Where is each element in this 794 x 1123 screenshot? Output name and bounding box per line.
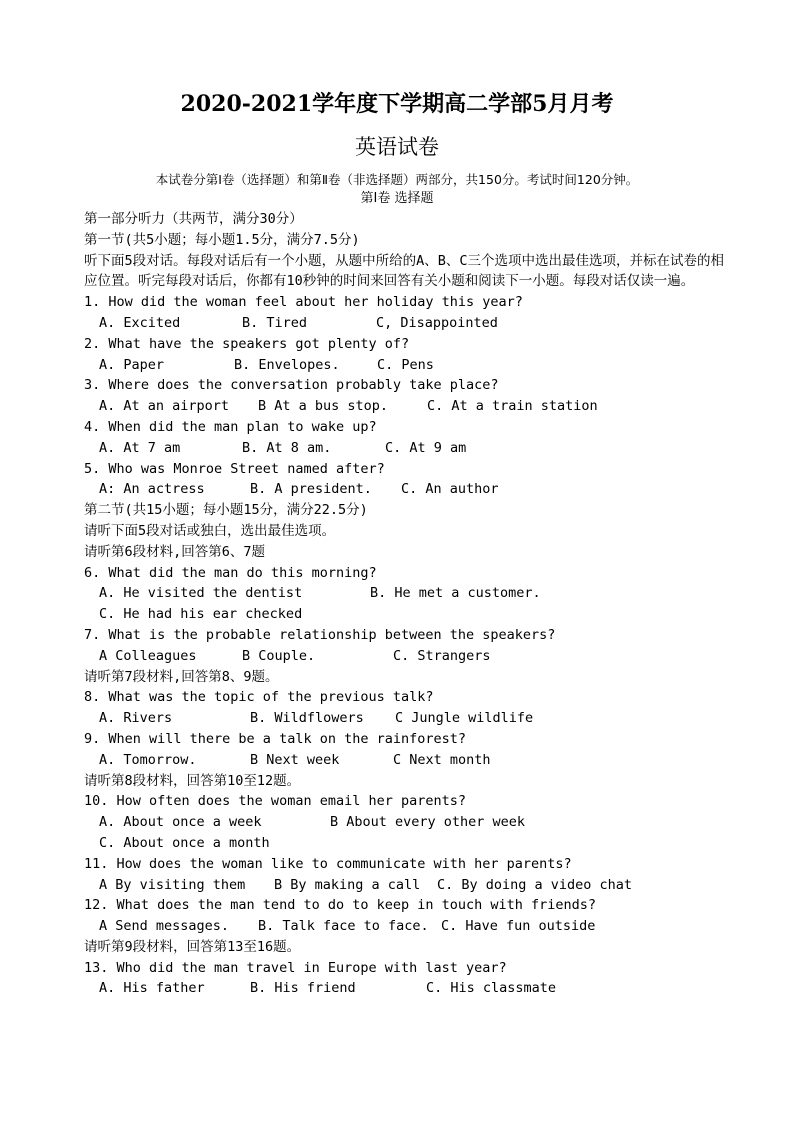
q9-option-c: C Next month bbox=[393, 751, 491, 768]
exam-body bbox=[84, 209, 724, 999]
q8-stem: 8. What was the topic of the previous talk? bbox=[84, 689, 434, 706]
exam-subtitle: 英语试卷 bbox=[355, 135, 439, 159]
section-heading: 第Ⅰ卷 选择题 bbox=[360, 191, 434, 206]
q4-options bbox=[84, 438, 724, 459]
q10-option-c: C. About once a month bbox=[99, 834, 270, 851]
q2-option-b: B. Envelopes. bbox=[234, 356, 340, 373]
q12-option-b: B. Talk face to face. bbox=[258, 918, 429, 935]
q7-option-b: B Couple. bbox=[242, 647, 316, 664]
q4-stem: 4. When did the man plan to wake up? bbox=[84, 418, 377, 435]
q3-option-b: B At a bus stop. bbox=[258, 398, 389, 415]
sec1-heading: 第一节(共5小题；每小题1.5分，满分7.5分) bbox=[84, 231, 360, 248]
q1-option-a: A. Excited bbox=[99, 314, 181, 331]
q10-options-c bbox=[84, 833, 724, 854]
q8-option-b: B. Wildflowers bbox=[250, 710, 364, 727]
q4-option-c: C. At 9 am bbox=[385, 439, 467, 456]
q9-stem: 9. When will there be a talk on the rainforest? bbox=[84, 730, 467, 747]
q12-option-c: C. Have fun outside bbox=[441, 918, 596, 935]
q2-option-c: C. Pens bbox=[377, 356, 434, 373]
q10-option-a: A. About once a week bbox=[99, 814, 262, 831]
group-9-heading: 请听第9段材料，回答第13至16题。 bbox=[84, 938, 301, 955]
q11-option-a: A By visiting them bbox=[99, 876, 246, 893]
q10-options-ab bbox=[84, 812, 724, 833]
q6-option-b: B. He met a customer. bbox=[370, 585, 541, 602]
q1-options bbox=[84, 313, 724, 334]
q9-option-b: B Next week bbox=[250, 751, 340, 768]
q11-options bbox=[84, 875, 724, 896]
exam-intro: 本试卷分第Ⅰ卷（选择题）和第Ⅱ卷（非选择题）两部分，共150分。考试时间120分钟。 bbox=[155, 172, 639, 187]
q13-option-c: C. His classmate bbox=[426, 980, 557, 997]
q1-option-b: B. Tired bbox=[242, 314, 308, 331]
q13-stem: 13. Who did the man travel in Europe with last year? bbox=[84, 959, 507, 976]
q4-option-a: A. At 7 am bbox=[99, 439, 181, 456]
q3-option-c: C. At a train station bbox=[427, 398, 598, 415]
q5-stem: 5. Who was Monroe Street named after? bbox=[84, 460, 385, 477]
q4-option-b: B. At 8 am. bbox=[242, 439, 332, 456]
q2-stem: 2. What have the speakers got plenty of? bbox=[84, 335, 410, 352]
q5-option-a: A: An actress bbox=[99, 481, 205, 498]
q11-stem: 11. How does the woman like to communicate with her parents? bbox=[84, 855, 572, 872]
q7-options bbox=[84, 646, 724, 667]
q12-options bbox=[84, 916, 724, 937]
group-6-heading: 请听第6段材料,回答第6、7题 bbox=[84, 543, 266, 560]
q7-option-c: C. Strangers bbox=[393, 647, 491, 664]
q6-options-ab bbox=[84, 583, 724, 604]
q6-stem: 6. What did the man do this morning? bbox=[84, 564, 377, 581]
q10-option-b: B About every other week bbox=[330, 814, 526, 831]
q2-options bbox=[84, 355, 724, 376]
q5-option-c: C. An author bbox=[401, 481, 499, 498]
group-8-heading: 请听第8段材料，回答第10至12题。 bbox=[84, 772, 301, 789]
q13-option-b: B. His friend bbox=[250, 980, 356, 997]
part1-heading: 第一部分听力（共两节，满分30分） bbox=[84, 211, 303, 227]
q5-options bbox=[84, 479, 724, 500]
q6-option-c: C. He had his ear checked bbox=[99, 606, 303, 623]
q10-stem: 10. How often does the woman email her parents? bbox=[84, 793, 467, 810]
q2-option-a: A. Paper bbox=[99, 356, 165, 373]
q7-option-a: A Colleagues bbox=[99, 647, 197, 664]
q1-stem: 1. How did the woman feel about her holiday this year? bbox=[84, 294, 523, 311]
sec2-heading: 第二节(共15小题；每小题15分，满分22.5分) bbox=[84, 502, 368, 519]
q9-option-a: A. Tomorrow. bbox=[99, 751, 197, 768]
q3-option-a: A. At an airport bbox=[99, 398, 230, 415]
q11-option-b: B By making a call bbox=[274, 876, 421, 893]
q13-option-a: A. His father bbox=[99, 980, 205, 997]
q5-option-b: B. A president. bbox=[250, 481, 372, 498]
q12-stem: 12. What does the man tend to do to keep in touch with friends? bbox=[84, 897, 597, 914]
q8-option-c: C Jungle wildlife bbox=[395, 710, 534, 727]
q11-option-c: C. By doing a video chat bbox=[437, 876, 633, 893]
group-7-heading: 请听第7段材料,回答第8、9题。 bbox=[84, 668, 279, 685]
q6-option-a: A. He visited the dentist bbox=[99, 585, 303, 602]
q13-options bbox=[84, 978, 724, 999]
q7-stem: 7. What is the probable relationship between the speakers? bbox=[84, 626, 556, 643]
q8-options bbox=[84, 708, 724, 729]
sec2-instruction: 请听下面5段对话或独白，选出最佳选项。 bbox=[84, 522, 336, 539]
q3-options bbox=[84, 396, 724, 417]
q9-options bbox=[84, 750, 724, 771]
sec1-instruction: 听下面5段对话。每段对话后有一个小题，从题中所给的A、B、C三个选项中选出最佳选项，并标在试卷的相应位置。听完每段对话后，你都有10秒钟的时间来回答有关小题和阅读下一小题。每段对话仅读一遍。 bbox=[84, 252, 725, 290]
q6-options-c bbox=[84, 604, 724, 625]
q12-option-a: A Send messages. bbox=[99, 918, 230, 935]
exam-title: 2020-2021学年度下学期高二学部5月月考 bbox=[180, 91, 614, 117]
q3-stem: 3. Where does the conversation probably take place? bbox=[84, 377, 499, 394]
q8-option-a: A. Rivers bbox=[99, 710, 173, 727]
q1-option-c: C, Disappointed bbox=[376, 314, 498, 331]
